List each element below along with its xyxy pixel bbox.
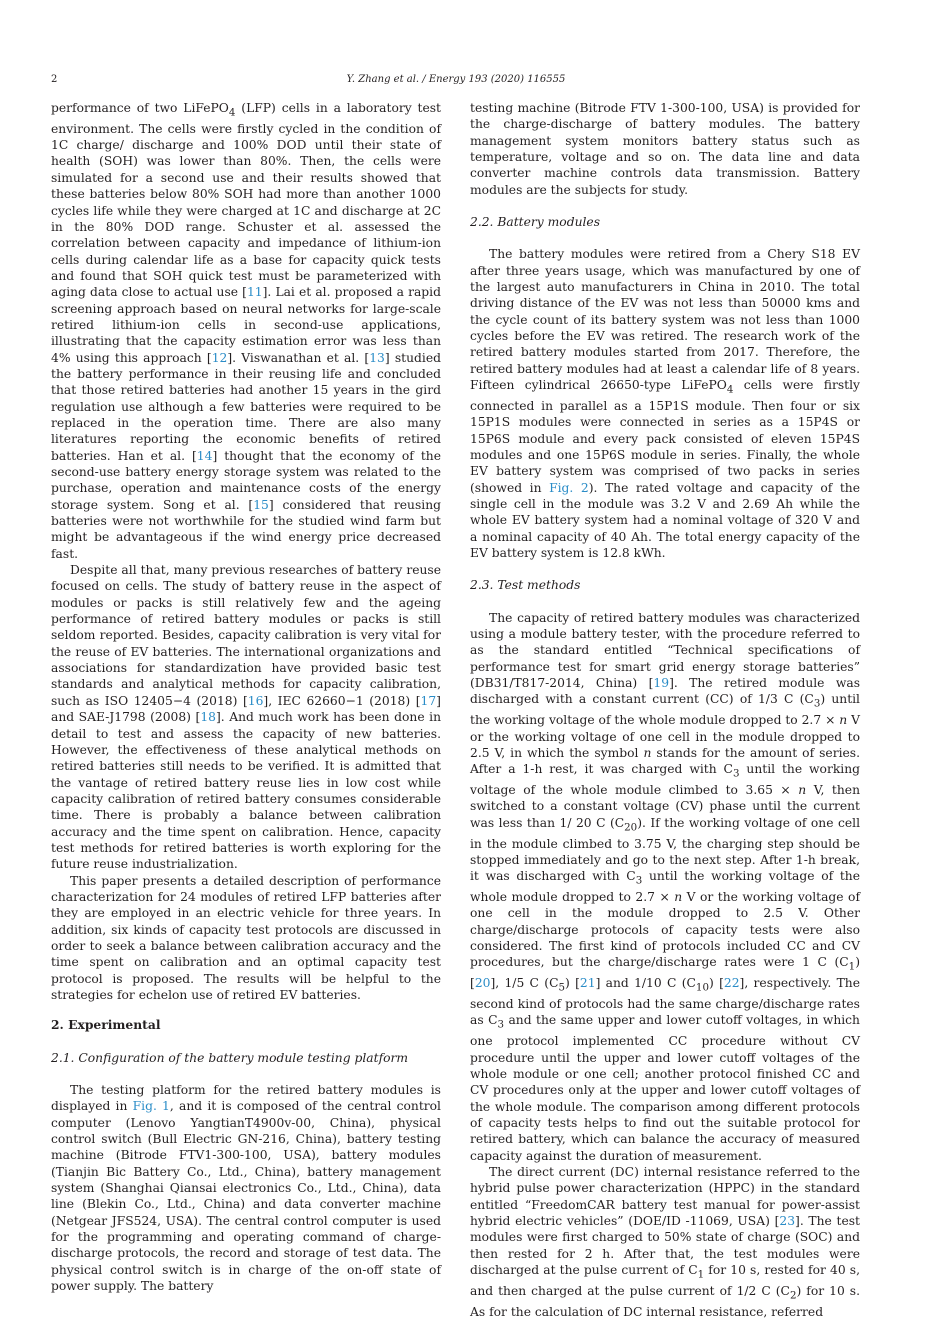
citation-link[interactable]: 20 xyxy=(474,976,491,991)
subsection-heading: 2.3. Test methods xyxy=(470,578,581,593)
citation-link[interactable]: 16 xyxy=(247,693,264,708)
citation-link[interactable]: 12 xyxy=(211,350,228,365)
paragraph: testing machine (Bitrode FTV 1-300-100, USA) is provided for the charge-discharge of battery modules. The battery management system monitors battery status such as temperature, voltage and so on. The data line and data converter machine controls data transmission. Battery modules are the subjects for study. xyxy=(470,101,860,197)
citation-link[interactable]: 22 xyxy=(723,976,740,991)
citation-link[interactable]: 19 xyxy=(653,676,670,691)
citation-link[interactable]: 21 xyxy=(579,976,596,991)
paragraph: The capacity of retired battery modules was characterized using a module battery tester, with the procedure referred to as the standard entitled “Technical specifications of performance test for smart grid energy storage batteries” (DB31/T817-2014, China) [19]. The retired module was discharged with a constant current (CC) of 1/3 C $(C_3)$ until the working voltage of the whole module dropped to 2.7 × n V or the working voltage of one cell in the module dropped to 2.5 V, in which the symbol n stands for the amount of series. After a 1-h rest, it was charged with $C_3$ until the working voltage of the whole module climbed to 3.65 × n V, then switched to a constant voltage (CV) phase until the current was less than 1/ 20 C $(C_{20})$. If the working voltage of one cell in the module climbed to 3.75 V, the charging step should be stopped immediately and go to the next step. After 1-h break, it was discharged with $C_3$ until the working voltage of the whole module dropped to 2.7 × n V or the working voltage of one cell in the module dropped to 2.5 V. Other charge/discharge protocols of capacity tests were also considered. The first kind of protocols included CC and CV procedures, but the charge/discharge rates were 1 C $(C_1)$ [20], 1/5 C $(C_5)$ [21] and 1/10 C $(C_{10})$ [22], respectively. The second kind of protocols had the same charge/discharge rates as $C_3$ and the same upper and lower cutoff voltages, in which one protocol implemented CC procedure without CV procedure until the upper and lower cutoff voltages of the whole module or one cell; another protocol finished CC and CV procedures only at the upper and lower cutoff voltages of the whole module. The comparison among different protocols of capacity tests helps to find out the suitable protocol for retired battery, which can balance the accuracy of measured capacity against the duration of measurement. xyxy=(470,610,861,1163)
paragraph: The testing platform for the retired battery modules is displayed in Fig. 1, and it is composed of the central control computer (Lenovo YangtianT4900v-00, China), physical control switch (Bull Electric GN-216, China), battery testing machine (Bitrode FTV1-300-100, USA), battery modules (Tianjin Bic Battery Co., Ltd., China), battery management system (Shanghai Qiansai electronics Co., Ltd., China), data line (Blekin Co., Ltd., China) and data converter machine (Netgear JFS524, USA). The central control computer is used for the programming and operating command of charge-discharge protocols, the record and storage of test data. The physical control switch is in charge of the on-off state of power supply. The battery xyxy=(51,1083,441,1294)
subsection-heading: 2.2. Battery modules xyxy=(470,215,601,230)
citation-link[interactable]: 11 xyxy=(246,285,263,300)
citation-link[interactable]: 14 xyxy=(196,448,213,463)
running-title: Y. Zhang et al. / Energy 193 (2020) 116555 xyxy=(346,74,566,85)
paragraph: The direct current (DC) internal resistance referred to the hybrid pulse power characterization (HPPC) in the standard entitled “FreedomCAR battery test manual for power-assist hybrid electric vehicles” (DOE/ID -11069, USA) [23]. The test modules were first charged to 50% state of charge (SOC) and then rested for 2 h. After that, the test modules were discharged at the pulse current of $C_1$ for 10 s, rested for 40 s, and then charged at the pulse current of 1/2 C $(C_2)$ for 10 s. As for the calculation of DC internal resistance, referred xyxy=(470,1164,861,1319)
citation-link[interactable]: 13 xyxy=(369,350,385,365)
subsection-heading: 2.1. Configuration of the battery module testing platform xyxy=(51,1050,409,1065)
paragraph: The battery modules were retired from a Chery S18 EV after three years usage, which was manufactured by one of the largest auto manufacturers in China in 2010. The total driving distance of the EV was not less than 50000 kms and the cycle count of its battery system was not less than 1000 cycles before the EV was retired. The research work of the retired battery modules started from 2017. Therefore, the retired battery modules had at least a calendar life of 8 years. Fifteen cylindrical 26650-type LiFePO$_4$ cells were firstly connected in parallel as a 15P1S module. Then four or six 15P1S modules were connected in series as a 15P4S or 15P6S module and every pack consisted of eleven 15P4S modules and one 15P6S module in series. Finally, the whole EV battery system was comprised of two packs in series (showed in Fig. 2). The rated voltage and capacity of the single cell in the module was 3.2 V and 2.69 Ah while the whole EV battery system had a nominal voltage of 320 V and a nominal capacity of 40 Ah. The total energy capacity of the EV battery system is 12.8 kWh. xyxy=(470,247,860,561)
paragraph: This paper presents a detailed description of performance characterization for 24 modules of retired LFP batteries after they are employed in an electric vehicle for three years. In addition, six kinds of capacity test protocols are discussed in order to seek a balance between calibration accuracy and the time spent on calibration and an optimal capacity test protocol is proposed. The results will be helpful to the strategies for echelon use of retired EV batteries. xyxy=(51,873,441,1003)
section-heading: 2. Experimental xyxy=(51,1017,161,1033)
left-column xyxy=(51,100,441,1295)
citation-link[interactable]: 18 xyxy=(200,710,216,725)
page-number: 2 xyxy=(51,74,58,85)
paragraph: Despite all that, many previous researches of battery reuse focused on cells. The study of battery reuse in the aspect of modules or packs is still relatively few and the ageing performance of retired battery modules or packs is still seldom reported. Besides, capacity calibration is very vital for the reuse of EV batteries. The international organizations and associations for standardization have provided basic test standards and analytical methods for capacity calibration, such as ISO 12405−4 (2018) [16], IEC 62660−1 (2018) [17] and SAE-J1798 (2008) [18]. And much work has been done in detail to test and assess the capacity of new batteries. However, the effectiveness of these analytical methods on retired batteries still needs to be verified. It is admitted that the vantage of retired battery reuse lies in low cost while capacity calibration of retired battery consumes considerable time. There is probably a balance between calibration accuracy and the time spent on calibration. Hence, capacity test methods for retired batteries is worth exploring for the future reuse industrialization. xyxy=(51,563,441,872)
citation-link[interactable]: 23 xyxy=(779,1213,796,1228)
right-column xyxy=(470,100,860,1320)
figure-link[interactable]: Fig. 1 xyxy=(132,1099,170,1114)
citation-link[interactable]: 15 xyxy=(253,497,269,512)
page-header xyxy=(51,73,861,87)
citation-link[interactable]: 17 xyxy=(420,693,437,708)
paragraph: performance of two LiFePO$_4$ (LFP) cells in a laboratory test environment. The cells were firstly cycled in the condition of 1C charge/ discharge and 100% DOD until their state of health (SOH) was lower than 80%. Then, the cells were simulated for a second use and their results showed that these batteries below 80% SOH had more than another 1000 cycles life while they were charged at 1C and discharge at 2C in the 80% DOD range. Schuster et al. assessed the correlation between capacity and impedance of lithium-ion cells during calendar life as a base for capacity quick tests and found that SOH quick test must be parameterized with aging data close to actual use [11]. Lai et al. proposed a rapid screening approach based on neural networks for large-scale retired lithium-ion cells in second-use applications, illustrating that the capacity estimation error was less than 4% using this approach [12]. Viswanathan et al. [13] studied the battery performance in their reusing life and concluded that those retired batteries had another 15 years in the gird regulation use although a few batteries were required to be replaced in the operation time. There are also many literatures reporting the economic benefits of retired batteries. Han et al. [14] thought that the economy of the second-use battery energy storage system was related to the purchase, operation and maintenance costs of the energy storage system. Song et al. [15] considered that reusing batteries were not worthwhile for the studied wind farm but might be advantageous if the wind energy price decreased fast. xyxy=(51,101,441,561)
figure-link[interactable]: Fig. 2 xyxy=(549,480,589,495)
